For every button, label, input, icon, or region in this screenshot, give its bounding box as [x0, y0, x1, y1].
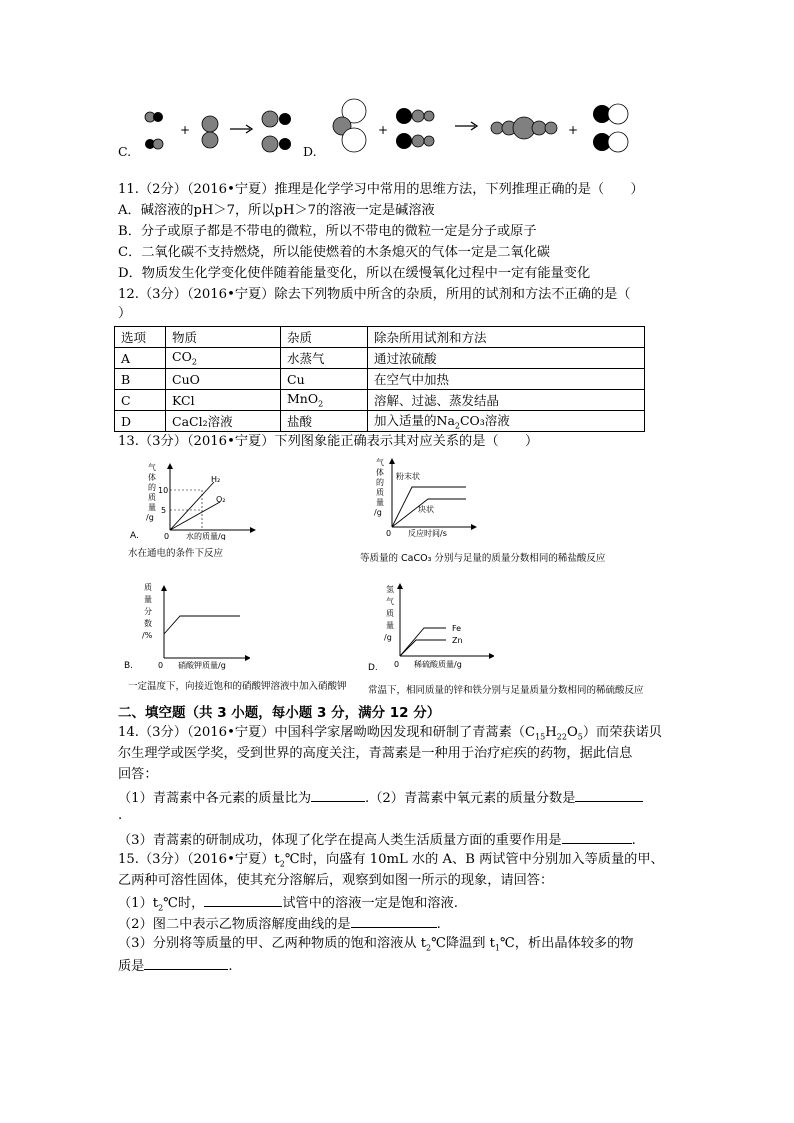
svg-text:量: 量: [376, 498, 384, 507]
svg-text:质: 质: [386, 609, 394, 618]
table-row: [115, 411, 645, 432]
q12-stem-end: ）: [118, 306, 132, 321]
q13-graph-b: [120, 578, 250, 670]
svg-text:B.: B.: [124, 661, 134, 670]
q12-stem: 12.（3分）（2016•宁夏）除去下列物质中所含的杂质，所用的试剂和方法不正确的是（: [118, 287, 631, 302]
fe-line: [400, 628, 446, 656]
q10-label-d: D.: [303, 144, 317, 159]
svg-text:Zn: Zn: [452, 636, 463, 645]
svg-text:0: 0: [158, 661, 164, 670]
cell-method: 通过浓硫酸: [368, 348, 645, 369]
q13-graph-a: [128, 460, 258, 540]
q10d-reactant-1: [333, 99, 366, 152]
cell-substance: CaCl₂溶液: [166, 411, 281, 432]
svg-text:分: 分: [144, 607, 152, 616]
svg-text:氢: 氢: [386, 585, 394, 594]
q10-options-diagram: [112, 96, 672, 162]
q13-b-caption: 一定温度下，向接近饱和的硝酸钾溶液中加入硝酸钾: [128, 681, 347, 692]
svg-text:量: 量: [148, 503, 156, 512]
svg-text:0: 0: [164, 532, 170, 540]
svg-text:/g: /g: [374, 508, 382, 517]
q13-stem: 13.（3分）（2016•宁夏）下列图象能正确表示其对应关系的是（ ）: [118, 434, 539, 449]
svg-text:O₂: O₂: [216, 495, 226, 504]
svg-text:粉末状: 粉末状: [396, 472, 420, 481]
svg-text:气: 气: [148, 463, 156, 472]
q14-line-1: 14.（3分）（2016•宁夏）中国科学家屠呦呦因发现和研制了青蒿素$(C_{15}H_{22}O_5)$而荣获诺贝: [118, 725, 662, 742]
q10c-reactant-2: [202, 116, 218, 148]
q11-option-c: C．二氧化碳不支持燃烧，所以能使燃着的木条熄灭的气体一定是二氧化碳: [118, 245, 551, 260]
table-row: [115, 390, 645, 411]
cell-substance: $CO_2$: [166, 348, 281, 369]
svg-text:5: 5: [161, 506, 167, 515]
cell-option: C: [115, 390, 166, 411]
th-option: 选项: [115, 327, 166, 348]
q10d-plus: +: [378, 123, 389, 137]
table-row: [115, 369, 645, 390]
answer-blank[interactable]: [311, 788, 365, 802]
q10d-product: [491, 117, 557, 139]
cell-method: 溶解、过滤、蒸发结晶: [368, 390, 645, 411]
q10c-product: [262, 111, 291, 152]
svg-text:体: 体: [376, 468, 384, 477]
q15-line-6: 质是 .: [118, 956, 233, 976]
q10c-reactant-1: [145, 112, 163, 149]
svg-text:量: 量: [144, 595, 152, 604]
svg-text:/%: /%: [142, 631, 153, 640]
svg-text:H₂: H₂: [211, 475, 221, 484]
q11-option-d: D．物质发生化学变化使伴随着能量变化，所以在缓慢氧化过程中一定有能量变化: [118, 266, 591, 281]
o2-line: [170, 502, 220, 530]
section-2-title: 二、填空题（共 3 小题，每小题 3 分，满分 12 分）: [118, 705, 441, 721]
q14-line-3: 回答：: [118, 767, 158, 782]
cell-method: 在空气中加热: [368, 369, 645, 390]
svg-text:Fe: Fe: [452, 624, 462, 633]
svg-text:数: 数: [144, 619, 152, 628]
cell-impurity: 盐酸: [281, 411, 368, 432]
q13-c-caption: 等质量的 CaCO₃ 分别与足量的质量分数相同的稀盐酸反应: [360, 553, 606, 564]
q10d-plus-2: +: [568, 123, 579, 137]
cell-impurity: Cu: [281, 369, 368, 390]
svg-text:气: 气: [376, 458, 384, 467]
cell-substance: KCl: [166, 390, 281, 411]
cell-impurity: 水蒸气: [281, 348, 368, 369]
svg-text:0: 0: [386, 529, 392, 538]
svg-text:质: 质: [148, 493, 156, 502]
svg-text:水的质量/g: 水的质量/g: [186, 532, 226, 540]
th-substance: 物质: [166, 327, 281, 348]
q10d-arrow: [455, 122, 477, 130]
svg-text:气: 气: [386, 597, 394, 606]
answer-blank[interactable]: [351, 914, 437, 928]
cell-method: 加入适量的$Na_2CO_3$溶液: [368, 411, 645, 432]
svg-text:质: 质: [376, 488, 384, 497]
svg-text:的: 的: [376, 478, 384, 487]
q10d-product-2: [593, 104, 628, 152]
svg-text:块状: 块状: [418, 505, 434, 514]
answer-blank[interactable]: [144, 956, 228, 970]
svg-text:反应时间/s: 反应时间/s: [408, 529, 447, 538]
kno3-line: [164, 616, 240, 634]
q15-line-1: 15.（3分）（2016•宁夏）$t_2℃$时，向盛有 10mL 水的 A、B 两试管中分别加入等质量的甲、: [118, 852, 664, 869]
svg-text:质: 质: [144, 583, 152, 592]
q13-d-caption: 常温下，相同质量的锌和铁分别与足量质量分数相同的稀硫酸反应: [368, 685, 644, 696]
q11-option-b: B．分子或原子都是不带电的微粒，所以不带电的微粒一定是分子或原子: [118, 224, 537, 239]
svg-text:0: 0: [394, 660, 400, 669]
q14-line-5: .: [118, 808, 123, 823]
svg-text:量: 量: [386, 621, 394, 630]
q10-label-c: C.: [118, 144, 132, 159]
cell-option: D: [115, 411, 166, 432]
cell-option: A: [115, 348, 166, 369]
cell-substance: CuO: [166, 369, 281, 390]
answer-blank[interactable]: [562, 830, 632, 844]
svg-text:D.: D.: [368, 663, 378, 672]
cell-option: B: [115, 369, 166, 390]
q13-graph-c: [368, 455, 478, 540]
q14-line-6: （3）青蒿素的研制成功，体现了化学在提高人类生活质量方面的重要作用是 .: [118, 830, 636, 850]
svg-text:的: 的: [148, 483, 156, 492]
q15-line-5: （3）分别将等质量的甲、乙两种物质的饱和溶液从 $t_2℃$降温到 $t_1℃$，析出晶体较多的物: [118, 936, 634, 953]
q14-line-4: （1）青蒿素中各元素的质量比为 .（2）青蒿素中氧元素的质量分数是: [118, 788, 643, 808]
q14-line-2: 尔生理学或医学奖，受到世界的高度关注，青蒿素是一种用于治疗疟疾的药物，据此信息: [118, 746, 633, 761]
svg-text:10: 10: [158, 486, 169, 495]
th-impurity: 杂质: [281, 327, 368, 348]
q15-line-3: $(1)t_2℃$时， 试管中的溶液一定是饱和溶液.: [118, 893, 458, 918]
svg-text:体: 体: [148, 473, 156, 482]
q13-graph-d: [364, 580, 494, 672]
svg-text:/g: /g: [146, 513, 154, 522]
table-header-row: [115, 327, 645, 348]
answer-blank[interactable]: [575, 788, 643, 802]
cell-impurity: MnO$_2$: [281, 390, 368, 411]
q12-table: [114, 326, 645, 432]
th-method: 除杂所用试剂和方法: [368, 327, 645, 348]
q10c-arrow: [230, 125, 252, 133]
q11-option-a: A．碱溶液的pH＞7，所以pH＞7的溶液一定是碱溶液: [118, 203, 435, 218]
h2-line: [170, 482, 214, 530]
q15-line-2: 乙两种可溶性固体，使其充分溶解后，观察到如图一所示的现象，请回答：: [118, 873, 554, 888]
q13-a-caption: 水在通电的条件下反应: [128, 548, 224, 559]
svg-text:硝酸钾质量/g: 硝酸钾质量/g: [178, 661, 226, 670]
answer-blank[interactable]: [204, 893, 282, 907]
q10d-reactant-2: [396, 108, 434, 149]
svg-text:/g: /g: [384, 633, 392, 642]
table-row: [115, 348, 645, 369]
q15-line-4: （2）图二中表示乙物质溶解度曲线的是 .: [118, 914, 441, 934]
svg-text:A.: A.: [130, 531, 139, 540]
svg-text:稀硫酸质量/g: 稀硫酸质量/g: [414, 660, 462, 669]
q11-stem: 11.（2分）（2016•宁夏）推理是化学学习中常用的思维方法，下列推理正确的是（ ）: [118, 182, 644, 197]
q10c-plus: +: [180, 123, 191, 137]
